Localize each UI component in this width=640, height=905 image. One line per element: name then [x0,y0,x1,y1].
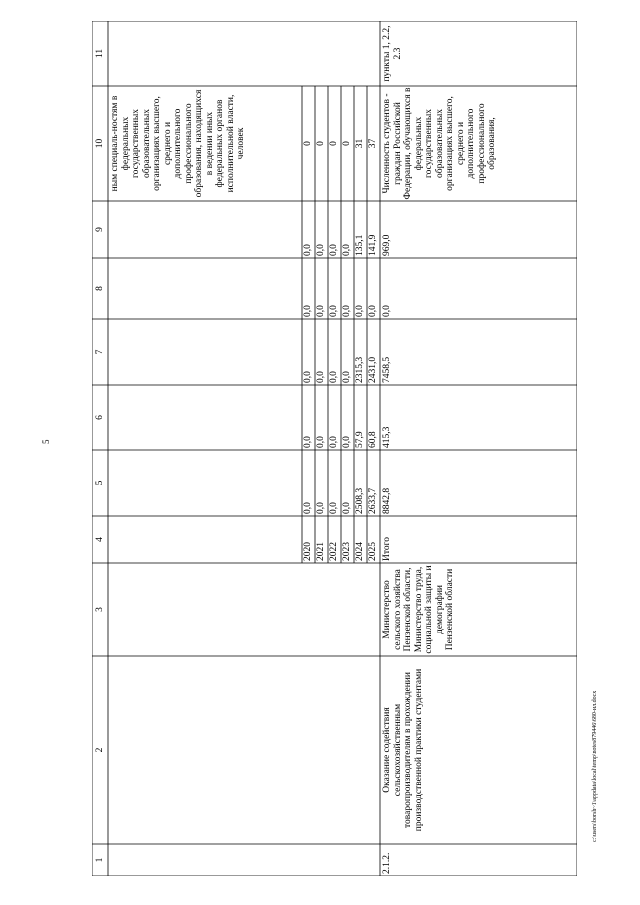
col9-value: 141,9 [368,234,378,256]
col7-value: 2315,3 [355,356,365,383]
year-cell: 2024 [355,542,365,561]
col6-value: 57,9 [355,431,365,448]
col9-value: 0,0 [342,244,352,256]
rotated-table [92,21,577,876]
header-col-10: 10 [95,138,105,149]
col9-value: 135,1 [355,234,365,256]
header-col-4: 4 [95,537,105,542]
col6-value: 0,0 [303,436,313,448]
col7-value: 0,0 [316,371,326,383]
col5-value: 0,0 [303,502,313,514]
indicator-value: 0 [342,141,352,146]
event-name: Оказание содействия сельскохозяйственным товаропроизводителям в прохождении производственной практики студентами [382,668,424,832]
col5-value: 0,0 [329,502,339,514]
col6-value: 0,0 [316,436,326,448]
col7-value: 0,0 [342,371,352,383]
header-col-8: 8 [95,286,105,291]
year-cell: 2021 [316,542,326,561]
total-col7: 7458,5 [382,356,392,383]
col8-value: 0,0 [316,305,326,317]
header-col-9: 9 [95,227,105,232]
col8-value: 0,0 [342,305,352,317]
col7-value: 0,0 [303,371,313,383]
col8-value: 0,0 [368,305,378,317]
indicator-text: Численность студентов - граждан Российской Федерации, обучающихся в федеральных государственных образовательных организациях высшего, среднего и дополнительного профессионального образования, [382,87,497,200]
prev-indicator-text: ным специаль-ностям в федеральных государственных образовательных организациях высшего, среднего и дополнительного профессионального образования, находящихся в ведении иных федеральных органов исполнительной власти, человек [110,89,246,198]
page-number: 5 [41,439,51,444]
file-path-footer: c:\users\borsh~1\appdata\local\temp\notes879446\680-ил.docx [592,690,598,842]
col6-value: 60,8 [368,431,378,448]
header-col-7: 7 [95,349,105,355]
header-col-1: 1 [95,857,105,863]
executor-name: Министерство сельского хозяйства Пензенской области, Министерство труда, социальной защиты и демографии Пензенской области [382,565,455,654]
col8-value: 0,0 [329,305,339,317]
year-cell: 2022 [329,542,339,561]
col9-value: 0,0 [316,244,326,256]
total-col6: 415,3 [382,426,392,448]
col5-value: 2633,7 [368,487,378,514]
indicator-value: 0 [329,141,339,146]
col5-value: 2508,3 [355,487,365,514]
col7-value: 0,0 [329,371,339,383]
year-cell: 2023 [342,542,352,561]
col9-value: 0,0 [303,244,313,256]
total-col9: 969,0 [382,234,392,256]
total-col8: 0,0 [382,305,392,317]
year-cell: 2020 [303,542,313,561]
header-col-2: 2 [95,747,105,753]
col5-value: 0,0 [316,502,326,514]
indicator-value: 37 [368,138,378,149]
total-label: Итого [382,536,392,561]
col7-value: 2431,0 [368,356,378,383]
year-cell: 2025 [368,542,378,561]
indicator-value: 0 [316,141,326,146]
col6-value: 0,0 [329,436,339,448]
col8-value: 0,0 [303,305,313,317]
col8-value: 0,0 [355,305,365,317]
header-col-3: 3 [95,607,105,612]
row-number: 2.1.2. [382,852,392,874]
indicator-value: 0 [303,141,313,146]
items-reference: пункты 1, 2.2, 2.3 [382,25,403,82]
header-col-5: 5 [95,480,105,486]
col6-value: 0,0 [342,436,352,448]
total-col5: 8842,8 [382,487,392,514]
col9-value: 0,0 [329,244,339,256]
indicator-value: 31 [355,138,365,149]
header-col-11: 11 [95,48,105,59]
col5-value: 0,0 [342,502,352,514]
header-col-6: 6 [95,415,105,420]
